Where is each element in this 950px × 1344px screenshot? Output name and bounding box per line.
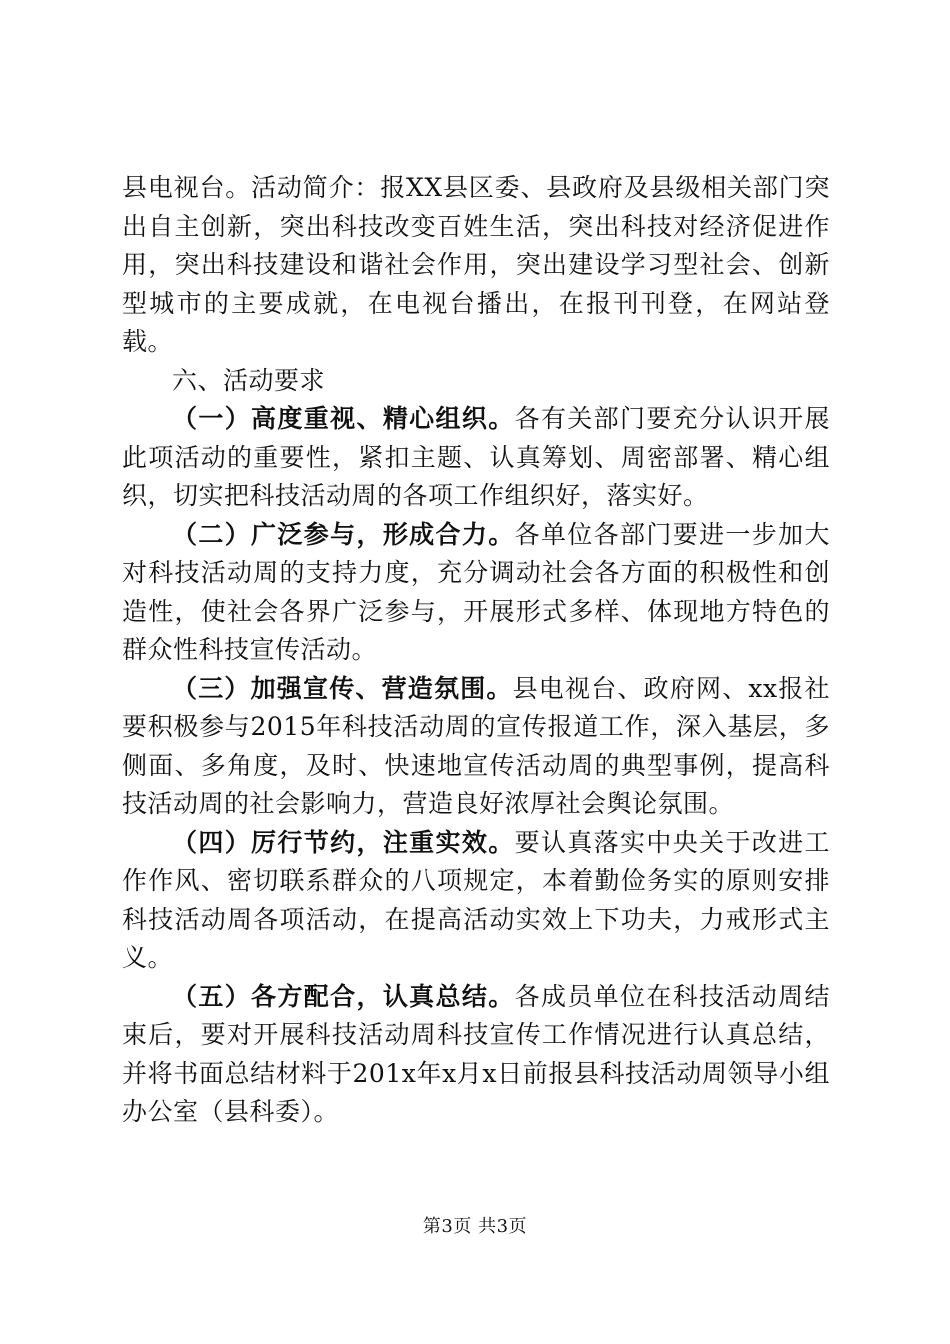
page-footer xyxy=(0,1212,950,1238)
document-body xyxy=(122,169,830,1132)
requirement-paragraph-3 xyxy=(122,670,830,824)
page-number-label: 第3页 共3页 xyxy=(422,1216,528,1237)
requirement-text: 各单位各部门要进一步加大对科技活动周的支持力度，充分调动社会各方面的积极性和创造性，使社会各界广泛参与，开展形式多样、体现地方特色的群众性科技宣传活动。 xyxy=(122,519,830,664)
requirement-heading: （四）厉行节约，注重实效。 xyxy=(172,827,515,857)
requirement-heading: （二）广泛参与，形成合力。 xyxy=(172,519,515,549)
requirement-heading: （五）各方配合，认真总结。 xyxy=(172,981,515,1011)
requirement-text: 各成员单位在科技活动周结束后，要对开展科技活动周科技宣传工作情况进行认真总结，并将书面总结材料于201x年x月x日前报县科技活动周领导小组办公室（县科委）。 xyxy=(122,981,830,1126)
requirement-heading: （一）高度重视、精心组织。 xyxy=(172,404,515,433)
section-heading-requirements xyxy=(122,362,830,401)
requirement-paragraph-5 xyxy=(122,978,830,1132)
requirement-text: 各有关部门要充分认识开展此项活动的重要性，紧扣主题、认真筹划、周密部署、精心组织，切实把科技活动周的各项工作组织好，落实好。 xyxy=(122,404,830,510)
requirement-text: 县电视台、政府网、xx报社要积极参与2015年科技活动周的宣传报道工作，深入基层，多侧面、多角度，及时、快速地宣传活动周的典型事例，提高科技活动周的社会影响力，营造良好浓厚社会舆论氛围。 xyxy=(122,673,830,818)
requirement-paragraph-2 xyxy=(122,516,830,670)
paragraph-text: 县电视台。活动简介：报XX县区委、县政府及县级相关部门突出自主创新，突出科技改变百姓生活，突出科技对经济促进作用，突出科技建设和谐社会作用，突出建设学习型社会、创新型城市的主要成就，在电视台播出，在报刊刊登，在网站登载。 xyxy=(122,173,830,356)
requirement-paragraph-4 xyxy=(122,824,830,978)
requirement-heading: （三）加强宣传、营造氛围。 xyxy=(172,673,513,703)
paragraph-intro xyxy=(122,169,830,362)
requirement-paragraph-1 xyxy=(122,400,830,516)
requirement-text: 要认真落实中央关于改进工作作风、密切联系群众的八项规定，本着勤俭务实的原则安排科技活动周各项活动，在提高活动实效上下功夫，力戒形式主义。 xyxy=(122,827,830,972)
section-heading-text: 六、活动要求 xyxy=(172,365,326,395)
